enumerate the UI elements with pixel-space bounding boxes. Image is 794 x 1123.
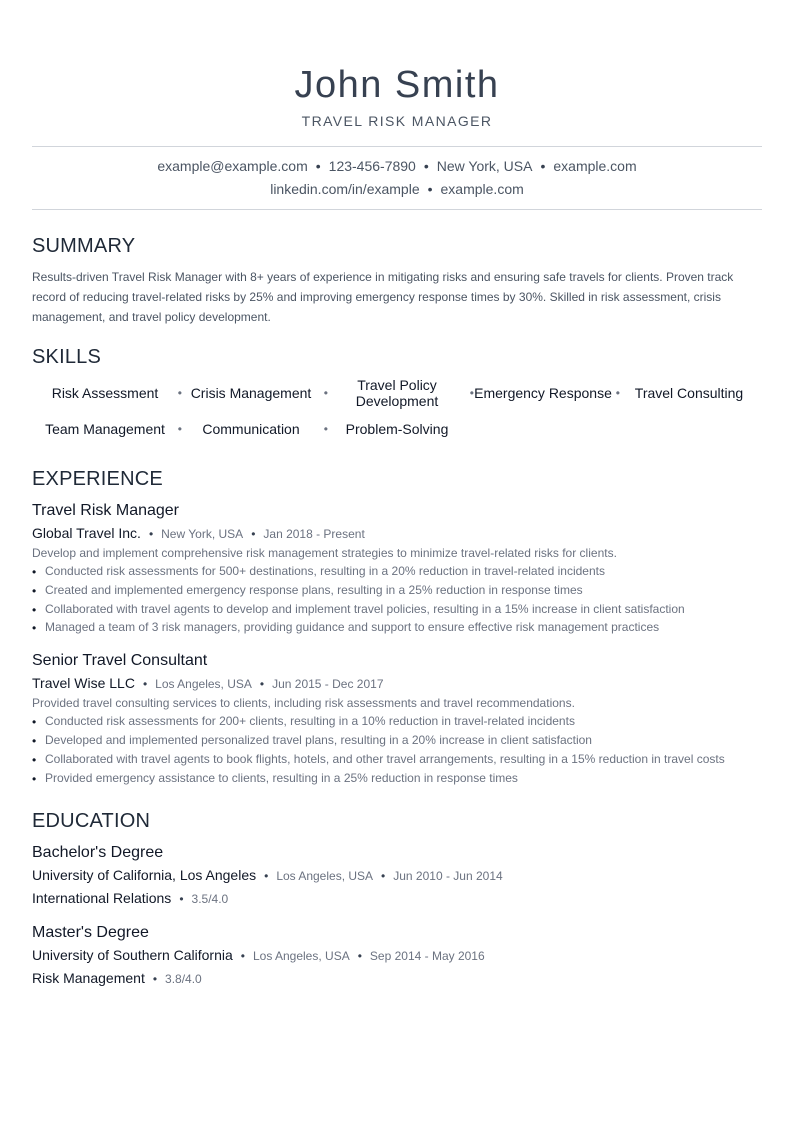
experience-heading: EXPERIENCE [32,468,163,490]
achievement-item: • Created and implemented emergency response plans, resulting in a 25% reduction in response times [32,581,762,600]
job-location: Los Angeles, USA [155,677,252,692]
separator-dot: • [357,949,362,964]
separator-dot: • [381,869,386,884]
job-location: New York, USA [161,527,244,541]
summary-heading: SUMMARY [32,235,136,257]
edu-degree: Bachelor's Degree [32,844,164,862]
education-section [32,809,762,989]
contact-website[interactable]: example.com [553,158,637,174]
contact-linkedin[interactable]: linkedin.com/in/example [270,181,420,197]
skills-section [32,345,762,445]
contact-location: New York, USA [436,158,533,174]
edu-gpa: 3.8/4.0 [165,972,202,987]
job-dates: Jun 2015 - Dec 2017 [272,677,384,692]
job-description: Develop and implement comprehensive risk management strategies to minimize travel-related risks for clients. [32,546,617,560]
separator-dot: • [251,527,256,541]
edu-degree: Master's Degree [32,924,149,942]
edu-school: University of Southern California [32,947,233,964]
header-divider-bottom [32,209,762,210]
separator-dot: • [264,869,269,884]
edu-field-row [32,968,762,989]
edu-dates: Sep 2014 - May 2016 [369,949,485,964]
job-role: Senior Travel Consultant [32,652,208,670]
separator-dot: • [179,892,184,907]
job-dates: Jan 2018 - Present [263,527,365,541]
job-company: Travel Wise LLC [32,675,135,692]
achievement-item: • Collaborated with travel agents to book flights, hotels, and other travel arrangements, resulting in a 15% reduction in travel costs [32,750,762,769]
edu-meta [32,945,762,966]
contact-website-2[interactable]: example.com [440,181,524,197]
separator-dot: • [423,158,429,174]
edu-dates: Jun 2010 - Jun 2014 [393,869,503,884]
education-heading: EDUCATION [32,810,151,833]
achievement-item: • Conducted risk assessments for 500+ destinations, resulting in a 20% reduction in travel-related incidents [32,562,762,581]
edu-gpa: 3.5/4.0 [191,892,229,907]
achievement-item: • Developed and implemented personalized travel plans, resulting in a 20% increase in client satisfaction [32,731,762,750]
job-description: Provided travel consulting services to clients, including risk assessments and travel recommendations. [32,696,575,711]
summary-section [32,234,762,327]
job-entry [32,501,762,637]
edu-field: International Relations [32,890,172,907]
separator-dot: • [259,677,265,692]
separator-dot: • [152,972,158,987]
contact-email[interactable]: example@example.com [157,158,308,174]
job-achievements [32,562,762,637]
job-company: Global Travel Inc. [32,525,141,541]
skills-heading: SKILLS [32,346,102,368]
achievement-item: • Conducted risk assessments for 200+ clients, resulting in a 10% reduction in travel-related incidents [32,712,762,731]
separator-dot: • [315,158,321,174]
achievement-item: • Managed a team of 3 risk managers, providing guidance and support to ensure effective risk management practices [32,618,762,637]
edu-field: Risk Management [32,970,145,987]
skill-item: Travel Policy Development • [324,377,470,409]
separator-dot: • [240,949,245,964]
summary-text: Results-driven Travel Risk Manager with 8+ years of experience in mitigating risks and ensuring safe travels for clients. Proven track record of reducing travel-related risks by 25% and improving emergency response times by 30%. Skilled in risk assessment, crisis management, and travel policy development. [32,270,734,324]
separator-dot: • [427,181,433,197]
separator-dot: • [540,158,546,174]
skills-list [32,377,762,445]
resume-header [32,0,762,130]
skill-item: Travel Consulting [634,385,744,401]
skill-item: Crisis Management • [178,377,324,409]
skill-item: Risk Assessment • [32,377,178,409]
job-entry [32,651,762,787]
separator-dot: • [142,677,148,692]
edu-meta [32,865,762,886]
education-entry [32,923,762,989]
contact-info [32,147,762,209]
candidate-name: John Smith [294,64,500,106]
separator-dot: • [148,527,154,541]
job-meta [32,523,762,544]
skill-item: Emergency Response • [470,377,616,409]
edu-field-row [32,888,762,909]
skill-item: Communication • [178,413,324,445]
job-achievements [32,712,762,787]
candidate-title: TRAVEL RISK MANAGER [301,113,493,129]
job-meta [32,673,762,694]
education-entry [32,843,762,909]
skill-item: Problem-Solving [345,421,449,437]
edu-location: Los Angeles, USA [276,869,374,884]
contact-phone[interactable]: 123-456-7890 [328,158,416,174]
job-role: Travel Risk Manager [32,502,180,519]
achievement-item: • Collaborated with travel agents to develop and implement travel policies, resulting in a 15% increase in client satisfaction [32,600,762,619]
skill-item: Team Management • [32,413,178,445]
edu-location: Los Angeles, USA [252,949,350,964]
contact-line-1 [32,155,762,178]
experience-section [32,467,762,787]
edu-school: University of California, Los Angeles [32,867,257,884]
achievement-item: • Provided emergency assistance to clients, resulting in a 25% reduction in response times [32,769,762,788]
contact-line-2 [32,178,762,201]
